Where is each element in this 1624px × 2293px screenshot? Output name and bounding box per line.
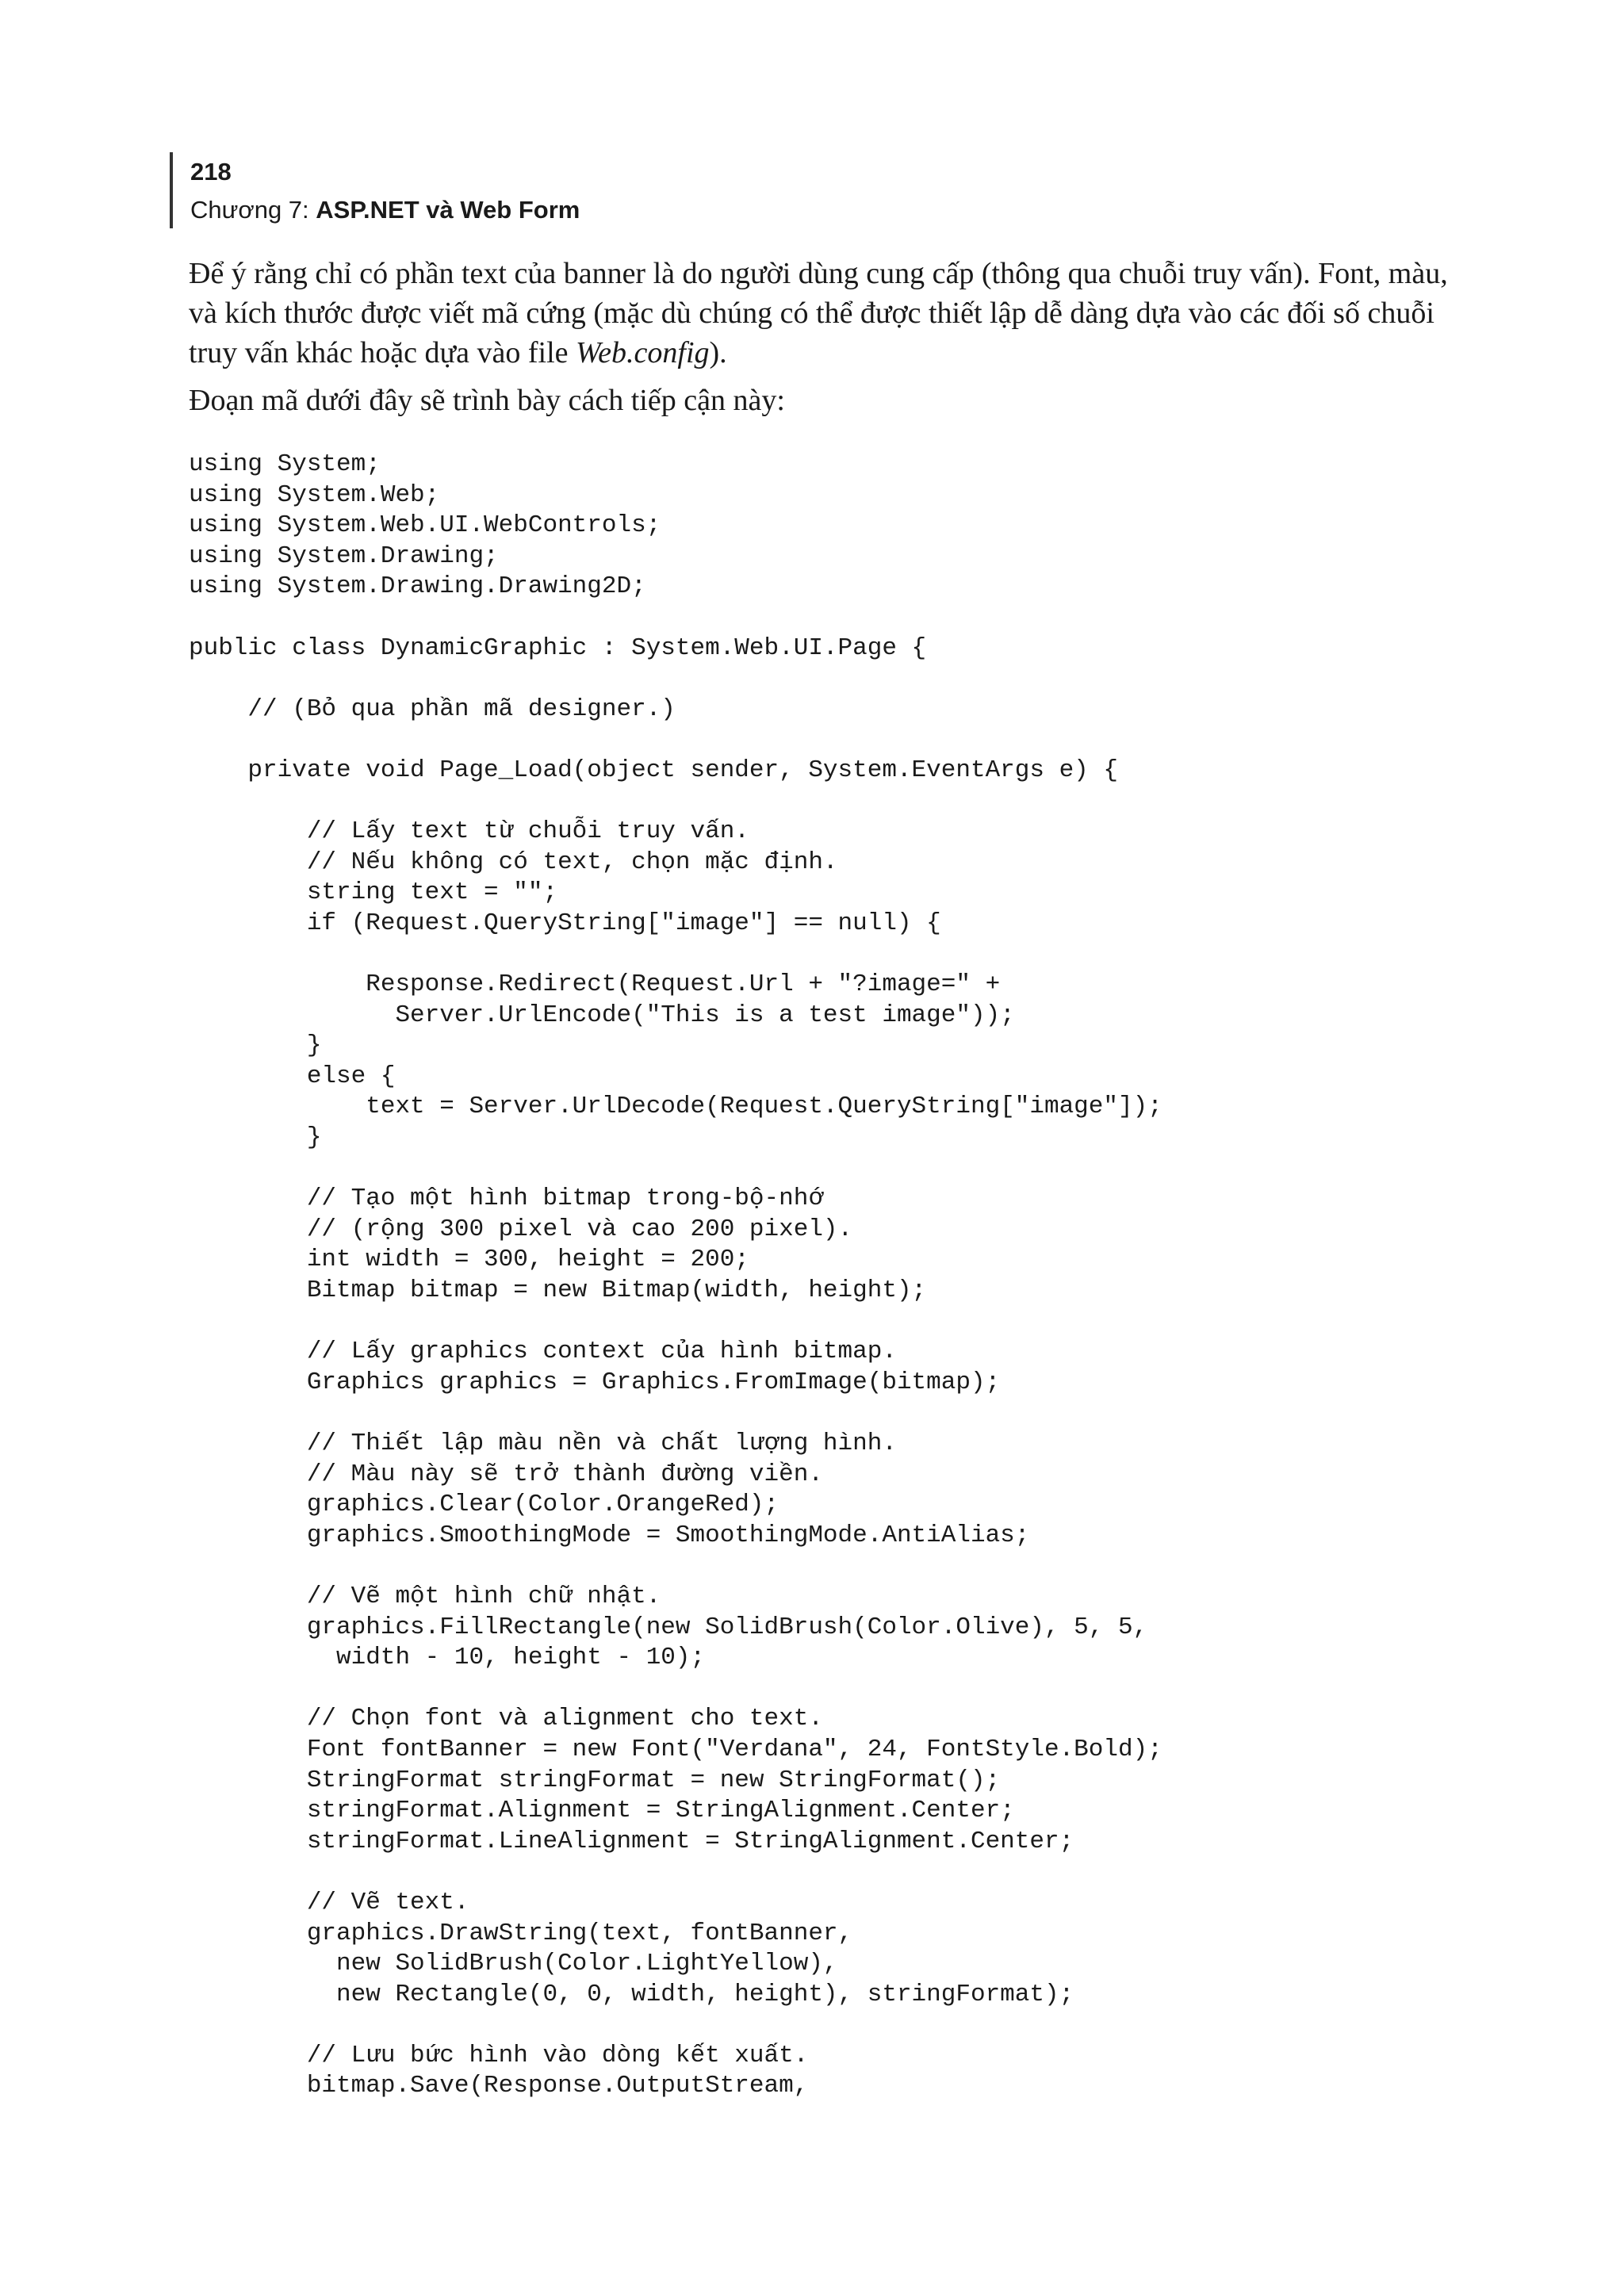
- code-line: // (rộng 300 pixel và cao 200 pixel).: [189, 1215, 853, 1243]
- page-number: 218: [190, 158, 232, 186]
- chapter-heading: [190, 192, 580, 228]
- code-line: // Vẽ một hình chữ nhật.: [189, 1582, 661, 1610]
- body-text: [189, 254, 1457, 420]
- code-line: // Lưu bức hình vào dòng kết xuất.: [189, 2041, 809, 2069]
- code-line: else {: [189, 1062, 396, 1090]
- code-line: [189, 1674, 1162, 1705]
- code-line: [189, 1307, 1162, 1338]
- code-line: bitmap.Save(Response.OutputStream,: [189, 2072, 809, 2100]
- chapter-title: ASP.NET và Web Form: [316, 196, 580, 224]
- code-line: graphics.FillRectangle(new SolidBrush(Color.Olive), 5, 5,: [189, 1613, 1148, 1641]
- code-line: new Rectangle(0, 0, width, height), stringFormat);: [189, 1980, 1074, 2008]
- code-line: [189, 1857, 1162, 1888]
- code-line: private void Page_Load(object sender, System.EventArgs e) {: [189, 756, 1118, 784]
- code-line: [189, 664, 1162, 695]
- code-line: using System.Drawing;: [189, 542, 499, 570]
- code-line: [189, 1551, 1162, 1582]
- code-line: [189, 603, 1162, 634]
- code-line: // Màu này sẽ trở thành đường viền.: [189, 1460, 823, 1488]
- code-line: Graphics graphics = Graphics.FromImage(bitmap);: [189, 1368, 1001, 1396]
- code-line: // Tạo một hình bitmap trong-bộ-nhớ: [189, 1185, 823, 1213]
- code-line: graphics.Clear(Color.OrangeRed);: [189, 1491, 779, 1519]
- code-line: using System;: [189, 450, 381, 478]
- code-listing: [189, 450, 1162, 2102]
- paragraph-banner-note: [189, 254, 1457, 373]
- code-line: // Nếu không có text, chọn mặc định.: [189, 848, 838, 876]
- code-line: using System.Drawing.Drawing2D;: [189, 572, 646, 601]
- paragraph-text: Để ý rằng chỉ có phần text của banner là do người dùng cung cấp (thông qua chuỗi truy vấn). Font, màu, và kích thước được viết mã cứng (mặc dù chúng có thể được thiết lập dễ dàng dựa vào các đối số chuỗi truy vấn khác hoặc dựa vào file: [189, 257, 1448, 369]
- config-filename: Web.config: [576, 336, 710, 369]
- code-line: Font fontBanner = new Font("Verdana", 24, FontStyle.Bold);: [189, 1735, 1162, 1763]
- code-line: // (Bỏ qua phần mã designer.): [189, 695, 676, 723]
- code-line: [189, 940, 1162, 970]
- code-line: string text = "";: [189, 879, 558, 907]
- paragraph-code-intro: Đoạn mã dưới đây sẽ trình bày cách tiếp cận này:: [189, 384, 785, 417]
- code-line: [189, 2010, 1162, 2041]
- paragraph-text-end: ).: [709, 336, 727, 369]
- code-line: if (Request.QueryString["image"] == null) {: [189, 909, 941, 937]
- page-header: [170, 152, 580, 228]
- code-line: [189, 1398, 1162, 1429]
- code-line: using System.Web;: [189, 480, 440, 509]
- code-line: [189, 787, 1162, 817]
- code-line: using System.Web.UI.WebControls;: [189, 511, 661, 540]
- code-line: // Thiết lập màu nền và chất lượng hình.: [189, 1430, 897, 1457]
- code-line: }: [189, 1124, 322, 1152]
- code-line: Response.Redirect(Request.Url + "?image=" +: [189, 970, 1001, 999]
- code-line: // Lấy text từ chuỗi truy vấn.: [189, 817, 749, 846]
- chapter-prefix: Chương 7:: [190, 196, 316, 224]
- code-line: }: [189, 1032, 322, 1060]
- code-line: [189, 725, 1162, 756]
- code-line: // Chọn font và alignment cho text.: [189, 1705, 823, 1733]
- code-line: int width = 300, height = 200;: [189, 1246, 749, 1274]
- code-line: [189, 1154, 1162, 1185]
- code-line: new SolidBrush(Color.LightYellow),: [189, 1950, 838, 1978]
- code-line: Bitmap bitmap = new Bitmap(width, height);: [189, 1277, 927, 1305]
- code-line: public class DynamicGraphic : System.Web.UI.Page {: [189, 634, 927, 662]
- code-line: graphics.DrawString(text, fontBanner,: [189, 1919, 853, 1947]
- code-line: graphics.SmoothingMode = SmoothingMode.AntiAlias;: [189, 1521, 1030, 1549]
- code-line: width - 10, height - 10);: [189, 1644, 706, 1672]
- code-line: stringFormat.Alignment = StringAlignment.Center;: [189, 1797, 1015, 1825]
- code-line: // Vẽ text.: [189, 1888, 469, 1916]
- code-line: StringFormat stringFormat = new StringFormat();: [189, 1766, 1001, 1794]
- code-line: // Lấy graphics context của hình bitmap.: [189, 1338, 897, 1366]
- code-line: Server.UrlEncode("This is a test image"));: [189, 1001, 1015, 1029]
- code-line: stringFormat.LineAlignment = StringAlignment.Center;: [189, 1827, 1074, 1855]
- code-line: text = Server.UrlDecode(Request.QueryString["image"]);: [189, 1093, 1162, 1121]
